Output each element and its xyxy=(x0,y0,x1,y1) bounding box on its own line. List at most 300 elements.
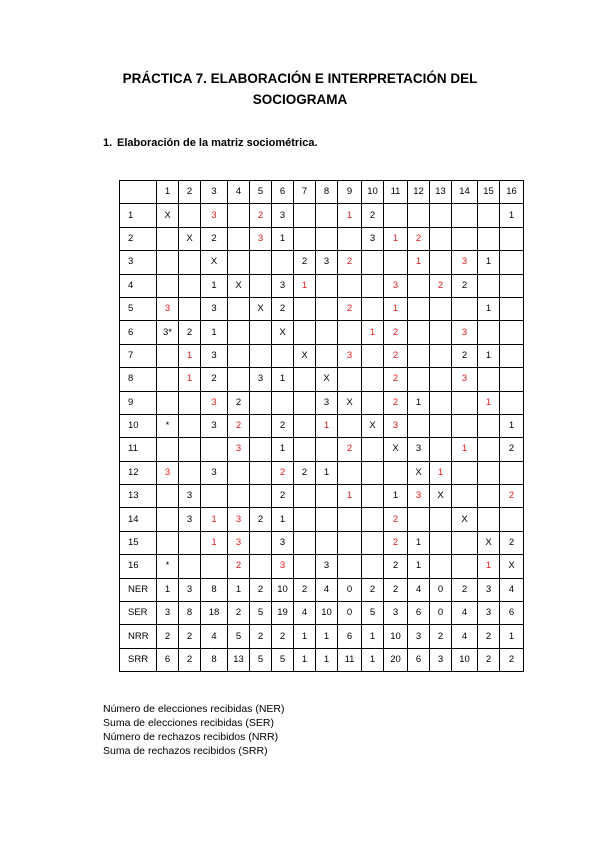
table-cell xyxy=(157,531,179,554)
table-cell: 2 xyxy=(478,648,500,671)
table-cell: 3 xyxy=(201,461,228,484)
table-cell xyxy=(430,414,452,437)
table-cell: 1 xyxy=(294,274,316,297)
table-cell xyxy=(294,485,316,508)
table-cell: 2 xyxy=(384,391,408,414)
table-cell xyxy=(408,414,430,437)
row-label-cell: 15 xyxy=(120,531,157,554)
table-cell: 1 xyxy=(272,438,294,461)
table-cell: 2 xyxy=(250,508,272,531)
table-cell xyxy=(228,368,250,391)
table-cell xyxy=(201,555,228,578)
table-cell: 1 xyxy=(384,297,408,320)
table-cell xyxy=(384,251,408,274)
table-cell: 2 xyxy=(452,578,478,601)
table-cell: 3 xyxy=(179,485,201,508)
table-cell xyxy=(316,321,338,344)
table-cell xyxy=(250,461,272,484)
table-cell: 1 xyxy=(201,531,228,554)
header-cell: 5 xyxy=(250,181,272,204)
header-cell: 10 xyxy=(362,181,384,204)
table-cell: 1 xyxy=(408,531,430,554)
table-cell: 2 xyxy=(179,648,201,671)
table-cell: X xyxy=(500,555,524,578)
table-cell xyxy=(338,461,362,484)
table-cell: 5 xyxy=(250,602,272,625)
table-cell xyxy=(478,485,500,508)
table-cell xyxy=(294,438,316,461)
table-cell: 1 xyxy=(478,391,500,414)
table-cell xyxy=(294,321,316,344)
table-row xyxy=(120,555,524,578)
table-cell: 1 xyxy=(316,625,338,648)
table-cell: 2 xyxy=(272,297,294,320)
table-cell: X xyxy=(294,344,316,367)
table-cell: 6 xyxy=(500,602,524,625)
table-cell xyxy=(408,321,430,344)
table-cell: 1 xyxy=(408,391,430,414)
table-cell xyxy=(201,438,228,461)
table-cell xyxy=(157,368,179,391)
table-cell xyxy=(384,461,408,484)
row-label-cell: SER xyxy=(120,602,157,625)
row-label-cell: 8 xyxy=(120,368,157,391)
table-cell: 2 xyxy=(228,414,250,437)
table-cell: 4 xyxy=(452,602,478,625)
table-cell: 3 xyxy=(272,555,294,578)
table-cell: 1 xyxy=(179,368,201,391)
table-cell: 2 xyxy=(384,578,408,601)
table-cell xyxy=(250,274,272,297)
table-cell: 2 xyxy=(500,531,524,554)
table-cell xyxy=(362,368,384,391)
table-cell: 3 xyxy=(201,204,228,227)
table-cell: 3 xyxy=(228,438,250,461)
header-cell: 7 xyxy=(294,181,316,204)
table-cell: 3 xyxy=(384,414,408,437)
table-cell: 10 xyxy=(452,648,478,671)
table-cell xyxy=(478,321,500,344)
table-cell: 3 xyxy=(384,274,408,297)
table-cell xyxy=(500,508,524,531)
table-cell: X xyxy=(384,438,408,461)
row-label-cell: SRR xyxy=(120,648,157,671)
table-cell xyxy=(250,344,272,367)
table-cell: 3 xyxy=(228,508,250,531)
table-cell xyxy=(316,485,338,508)
table-row xyxy=(120,274,524,297)
table-cell: 2 xyxy=(430,274,452,297)
table-cell: 2 xyxy=(338,251,362,274)
row-label-cell: 10 xyxy=(120,414,157,437)
table-cell: 1 xyxy=(316,648,338,671)
row-label-cell: NER xyxy=(120,578,157,601)
table-cell xyxy=(500,274,524,297)
table-cell xyxy=(430,321,452,344)
table-cell: 2 xyxy=(500,648,524,671)
table-cell: 2 xyxy=(250,204,272,227)
table-cell: X xyxy=(362,414,384,437)
table-row xyxy=(120,414,524,437)
table-cell xyxy=(478,414,500,437)
table-cell xyxy=(179,531,201,554)
table-cell xyxy=(157,391,179,414)
table-cell: 1 xyxy=(362,648,384,671)
table-cell xyxy=(250,555,272,578)
table-cell xyxy=(430,368,452,391)
table-cell: 3 xyxy=(201,414,228,437)
table-cell: 2 xyxy=(201,227,228,250)
table-cell: 3 xyxy=(272,531,294,554)
table-cell: 5 xyxy=(362,602,384,625)
header-cell: 6 xyxy=(272,181,294,204)
table-cell: 3 xyxy=(408,485,430,508)
table-cell: 1 xyxy=(228,578,250,601)
table-cell: 1 xyxy=(500,414,524,437)
table-cell xyxy=(228,485,250,508)
table-cell: 1 xyxy=(201,274,228,297)
table-cell xyxy=(316,508,338,531)
table-cell xyxy=(294,414,316,437)
table-cell: 1 xyxy=(201,321,228,344)
table-cell xyxy=(478,368,500,391)
header-corner-cell xyxy=(120,181,157,204)
table-cell xyxy=(362,274,384,297)
legend xyxy=(103,702,285,758)
table-row xyxy=(120,602,524,625)
table-cell xyxy=(408,368,430,391)
table-cell: 1 xyxy=(179,344,201,367)
legend-srr: Suma de rechazos recibidos (SRR) xyxy=(103,745,268,757)
table-cell xyxy=(294,531,316,554)
title-line-1: PRÁCTICA 7. ELABORACIÓN E INTERPRETACIÓN DEL xyxy=(122,71,478,86)
row-label-cell: 6 xyxy=(120,321,157,344)
table-cell: X xyxy=(478,531,500,554)
table-cell: 5 xyxy=(250,648,272,671)
table-cell: X xyxy=(179,227,201,250)
table-cell: 1 xyxy=(478,251,500,274)
header-cell: 9 xyxy=(338,181,362,204)
row-label-cell: 13 xyxy=(120,485,157,508)
table-cell xyxy=(250,438,272,461)
table-cell: 1 xyxy=(157,578,179,601)
header-cell: 11 xyxy=(384,181,408,204)
table-cell xyxy=(272,391,294,414)
table-cell xyxy=(362,555,384,578)
table-cell xyxy=(500,368,524,391)
table-cell xyxy=(430,227,452,250)
table-cell xyxy=(179,297,201,320)
table-cell: 4 xyxy=(294,602,316,625)
table-cell: 2 xyxy=(201,368,228,391)
table-cell xyxy=(478,438,500,461)
table-cell: 2 xyxy=(338,297,362,320)
table-cell: 3 xyxy=(179,508,201,531)
table-cell: 3 xyxy=(452,321,478,344)
table-cell: 1 xyxy=(294,648,316,671)
header-cell: 2 xyxy=(179,181,201,204)
table-cell xyxy=(294,204,316,227)
table-cell xyxy=(272,251,294,274)
table-cell: 2 xyxy=(272,485,294,508)
table-cell xyxy=(157,485,179,508)
table-row xyxy=(120,321,524,344)
table-cell: 13 xyxy=(228,648,250,671)
table-cell: 2 xyxy=(228,555,250,578)
header-cell: 8 xyxy=(316,181,338,204)
table-header-row xyxy=(120,181,524,204)
table-cell xyxy=(452,485,478,508)
table-cell xyxy=(294,555,316,578)
table-cell: 2 xyxy=(478,625,500,648)
table-cell xyxy=(294,227,316,250)
table-cell: 1 xyxy=(272,368,294,391)
table-cell: 3 xyxy=(157,297,179,320)
table-cell xyxy=(316,274,338,297)
table-cell xyxy=(228,204,250,227)
table-cell: 0 xyxy=(338,602,362,625)
table-cell: 11 xyxy=(338,648,362,671)
table-cell: 1 xyxy=(478,344,500,367)
table-cell: 2 xyxy=(452,344,478,367)
row-label-cell: 3 xyxy=(120,251,157,274)
table-cell xyxy=(430,344,452,367)
table-cell: 8 xyxy=(201,578,228,601)
table-cell: 6 xyxy=(408,648,430,671)
table-cell xyxy=(500,461,524,484)
table-cell xyxy=(362,344,384,367)
table-cell: 6 xyxy=(338,625,362,648)
table-cell xyxy=(430,531,452,554)
table-cell xyxy=(179,391,201,414)
table-cell: X xyxy=(201,251,228,274)
table-cell: 4 xyxy=(408,578,430,601)
table-cell xyxy=(338,414,362,437)
table-cell: 1 xyxy=(338,485,362,508)
table-cell: 2 xyxy=(272,461,294,484)
table-row xyxy=(120,531,524,554)
table-cell: 2 xyxy=(250,625,272,648)
table-cell xyxy=(250,414,272,437)
table-cell: 1 xyxy=(316,414,338,437)
table-cell: 1 xyxy=(338,204,362,227)
table-cell: 5 xyxy=(272,648,294,671)
table-cell: X xyxy=(157,204,179,227)
table-row xyxy=(120,578,524,601)
legend-ner: Número de elecciones recibidas (NER) xyxy=(103,703,285,715)
table-cell: 1 xyxy=(272,227,294,250)
table-cell: 3 xyxy=(201,297,228,320)
section-title: Elaboración de la matriz sociométrica. xyxy=(117,137,318,149)
table-cell: 2 xyxy=(384,368,408,391)
table-cell: 2 xyxy=(228,391,250,414)
section-number: 1. xyxy=(103,137,113,149)
page-title xyxy=(0,68,600,110)
header-cell: 12 xyxy=(408,181,430,204)
table-row xyxy=(120,438,524,461)
header-cell: 3 xyxy=(201,181,228,204)
table-cell xyxy=(408,508,430,531)
table-cell xyxy=(430,555,452,578)
table-cell: 10 xyxy=(384,625,408,648)
table-cell: 3 xyxy=(228,531,250,554)
table-cell: 2 xyxy=(179,321,201,344)
table-cell: 2 xyxy=(272,414,294,437)
table-cell: 1 xyxy=(384,485,408,508)
table-cell xyxy=(362,531,384,554)
table-cell: 3 xyxy=(179,578,201,601)
table-cell xyxy=(430,391,452,414)
table-cell: 4 xyxy=(500,578,524,601)
header-cell: 16 xyxy=(500,181,524,204)
table-cell: 2 xyxy=(430,625,452,648)
table-row xyxy=(120,344,524,367)
table-cell xyxy=(201,485,228,508)
table-cell: 1 xyxy=(452,438,478,461)
table-cell: 1 xyxy=(362,321,384,344)
table-cell xyxy=(452,204,478,227)
table-cell: 1 xyxy=(362,625,384,648)
table-cell: 1 xyxy=(294,625,316,648)
table-cell: 6 xyxy=(408,602,430,625)
table-cell xyxy=(408,274,430,297)
section-heading xyxy=(103,137,318,149)
row-label-cell: 1 xyxy=(120,204,157,227)
table-cell xyxy=(157,344,179,367)
table-cell: 2 xyxy=(294,251,316,274)
table-cell xyxy=(228,344,250,367)
table-cell xyxy=(157,274,179,297)
table-cell xyxy=(452,531,478,554)
table-cell xyxy=(452,461,478,484)
table-cell: 3 xyxy=(316,391,338,414)
table-cell xyxy=(430,251,452,274)
table-cell xyxy=(362,485,384,508)
table-cell: 10 xyxy=(272,578,294,601)
table-cell: 3 xyxy=(452,368,478,391)
table-cell xyxy=(179,251,201,274)
table-cell xyxy=(500,321,524,344)
table-cell: 3 xyxy=(201,344,228,367)
table-cell xyxy=(452,391,478,414)
table-cell: 1 xyxy=(500,204,524,227)
table-cell xyxy=(250,531,272,554)
table-cell xyxy=(157,251,179,274)
table-cell xyxy=(316,204,338,227)
table-cell xyxy=(430,438,452,461)
table-cell: 1 xyxy=(272,508,294,531)
table-cell: 0 xyxy=(430,602,452,625)
table-cell: 3 xyxy=(478,602,500,625)
table-cell xyxy=(478,461,500,484)
header-cell: 14 xyxy=(452,181,478,204)
row-label-cell: 16 xyxy=(120,555,157,578)
table-cell xyxy=(500,251,524,274)
table-cell xyxy=(316,297,338,320)
table-cell xyxy=(228,297,250,320)
row-label-cell: 9 xyxy=(120,391,157,414)
table-cell: 2 xyxy=(338,438,362,461)
table-cell: 8 xyxy=(179,602,201,625)
table-cell xyxy=(408,204,430,227)
table-cell xyxy=(362,461,384,484)
table-cell: 10 xyxy=(316,602,338,625)
header-cell: 15 xyxy=(478,181,500,204)
table-cell xyxy=(384,204,408,227)
table-cell: 3 xyxy=(452,251,478,274)
table-cell: 3* xyxy=(157,321,179,344)
table-cell: * xyxy=(157,414,179,437)
table-row xyxy=(120,485,524,508)
table-cell xyxy=(294,391,316,414)
table-cell xyxy=(430,204,452,227)
table-cell: 2 xyxy=(408,227,430,250)
table-row xyxy=(120,204,524,227)
table-cell xyxy=(338,508,362,531)
table-cell: 0 xyxy=(338,578,362,601)
table-cell xyxy=(500,391,524,414)
row-label-cell: 2 xyxy=(120,227,157,250)
table-cell xyxy=(157,438,179,461)
table-cell xyxy=(362,438,384,461)
row-label-cell: 12 xyxy=(120,461,157,484)
table-cell: 0 xyxy=(430,578,452,601)
legend-ser: Suma de elecciones recibidas (SER) xyxy=(103,717,274,729)
table-cell xyxy=(452,227,478,250)
table-cell xyxy=(338,227,362,250)
sociometric-matrix xyxy=(119,180,524,672)
table-cell xyxy=(408,297,430,320)
row-label-cell: 4 xyxy=(120,274,157,297)
table-cell: 2 xyxy=(294,461,316,484)
table-row xyxy=(120,508,524,531)
table-cell xyxy=(338,321,362,344)
table-cell: 2 xyxy=(452,274,478,297)
table-cell: 3 xyxy=(338,344,362,367)
table-cell: X xyxy=(452,508,478,531)
header-cell: 4 xyxy=(228,181,250,204)
table-cell: X xyxy=(408,461,430,484)
table-cell: 3 xyxy=(316,251,338,274)
row-label-cell: NRR xyxy=(120,625,157,648)
table-row xyxy=(120,227,524,250)
table-cell: 2 xyxy=(228,602,250,625)
table-cell xyxy=(338,531,362,554)
table-cell: 19 xyxy=(272,602,294,625)
table-cell: 1 xyxy=(316,461,338,484)
table-cell xyxy=(250,391,272,414)
table-cell xyxy=(338,555,362,578)
table-cell: 8 xyxy=(201,648,228,671)
table-cell xyxy=(338,274,362,297)
table-cell: X xyxy=(250,297,272,320)
table-cell xyxy=(157,227,179,250)
table-cell xyxy=(272,344,294,367)
table-cell: 1 xyxy=(478,297,500,320)
table-cell: 2 xyxy=(500,438,524,461)
table-row xyxy=(120,251,524,274)
table-cell xyxy=(362,297,384,320)
table-cell: 1 xyxy=(384,227,408,250)
table-cell: 4 xyxy=(316,578,338,601)
table-cell xyxy=(179,438,201,461)
table-cell xyxy=(228,251,250,274)
table-row xyxy=(120,625,524,648)
table-cell: 3 xyxy=(157,602,179,625)
table-cell: 3 xyxy=(362,227,384,250)
table-cell xyxy=(408,344,430,367)
table-cell xyxy=(430,297,452,320)
